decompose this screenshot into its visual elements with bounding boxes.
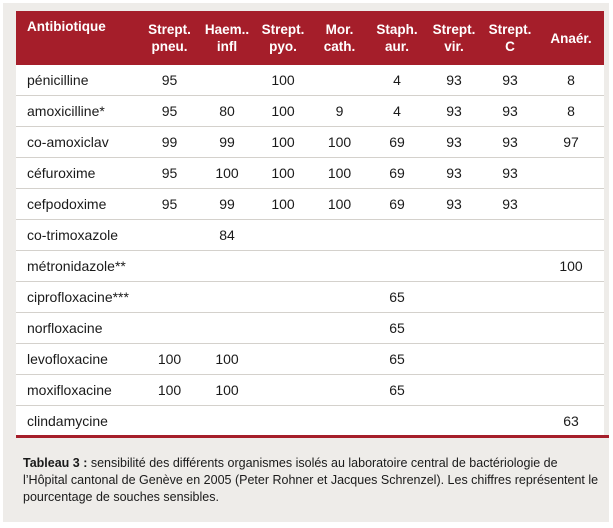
antibiotic-name: moxifloxacine	[16, 375, 140, 406]
susceptibility-value: 69	[368, 127, 426, 158]
susceptibility-value	[538, 158, 604, 189]
susceptibility-value	[255, 220, 311, 251]
susceptibility-value: 95	[140, 158, 199, 189]
susceptibility-value	[199, 251, 255, 282]
susceptibility-value	[482, 313, 538, 344]
susceptibility-value	[368, 220, 426, 251]
susceptibility-value: 93	[482, 127, 538, 158]
susceptibility-value: 65	[368, 344, 426, 375]
header-line1: Mor.	[325, 22, 354, 37]
susceptibility-value: 100	[140, 375, 199, 406]
caption-divider	[16, 435, 609, 438]
susceptibility-value	[255, 251, 311, 282]
susceptibility-value	[482, 344, 538, 375]
susceptibility-value: 100	[538, 251, 604, 282]
susceptibility-value: 69	[368, 189, 426, 220]
susceptibility-value	[311, 313, 368, 344]
susceptibility-value: 100	[255, 158, 311, 189]
susceptibility-value	[311, 65, 368, 96]
susceptibility-value: 100	[255, 127, 311, 158]
susceptibility-value: 9	[311, 96, 368, 127]
susceptibility-value: 100	[140, 344, 199, 375]
susceptibility-value	[311, 282, 368, 313]
susceptibility-value: 63	[538, 406, 604, 437]
header-organism	[311, 11, 368, 65]
susceptibility-value: 95	[140, 96, 199, 127]
susceptibility-value	[199, 313, 255, 344]
susceptibility-value	[482, 375, 538, 406]
antibiotic-name: céfuroxime	[16, 158, 140, 189]
susceptibility-value: 4	[368, 96, 426, 127]
susceptibility-value	[140, 313, 199, 344]
antibiotic-name: co-amoxiclav	[16, 127, 140, 158]
susceptibility-value: 65	[368, 282, 426, 313]
header-antibiotic	[16, 11, 140, 65]
susceptibility-value: 93	[426, 127, 482, 158]
susceptibility-value	[426, 344, 482, 375]
header-line1: Strept.	[432, 22, 476, 37]
antibiotic-name: levofloxacine	[16, 344, 140, 375]
header-organism	[368, 11, 426, 65]
susceptibility-value	[368, 251, 426, 282]
susceptibility-value	[482, 220, 538, 251]
table-row	[16, 127, 604, 158]
susceptibility-value: 93	[426, 65, 482, 96]
table-caption	[23, 455, 603, 506]
antibiotic-name: clindamycine	[16, 406, 140, 437]
susceptibility-value: 99	[199, 127, 255, 158]
susceptibility-value	[482, 251, 538, 282]
susceptibility-value	[311, 220, 368, 251]
header-line2: cath.	[323, 39, 356, 54]
susceptibility-value: 100	[255, 189, 311, 220]
table-row	[16, 189, 604, 220]
susceptibility-value	[482, 282, 538, 313]
susceptibility-value: 100	[255, 96, 311, 127]
susceptibility-value: 100	[255, 65, 311, 96]
susceptibility-value	[368, 406, 426, 437]
susceptibility-value	[482, 406, 538, 437]
susceptibility-value: 69	[368, 158, 426, 189]
susceptibility-value: 93	[482, 65, 538, 96]
table-row	[16, 96, 604, 127]
susceptibility-value	[255, 313, 311, 344]
table-frame	[3, 3, 609, 522]
header-line1: Strept.	[261, 22, 305, 37]
antibiotic-name: norfloxacine	[16, 313, 140, 344]
susceptibility-value	[426, 313, 482, 344]
table-row	[16, 282, 604, 313]
susceptibility-value	[538, 282, 604, 313]
antibiotic-name: ciprofloxacine***	[16, 282, 140, 313]
header-line2: pneu.	[151, 39, 188, 54]
susceptibility-value	[311, 251, 368, 282]
susceptibility-value	[426, 406, 482, 437]
susceptibility-value	[140, 406, 199, 437]
header-line2: pyo.	[269, 39, 297, 54]
header-row	[16, 11, 604, 65]
susceptibility-value: 80	[199, 96, 255, 127]
susceptibility-value	[140, 251, 199, 282]
header-line2: vir.	[444, 39, 464, 54]
caption-text: sensibilité des différents organismes isolés au laboratoire central de bactériologie de l’Hôpital cantonal de Genève en 2005 (Peter Rohner et Jacques Schrenzel). Les chiffres représentent le pourcentage de souches sensibles.	[23, 456, 599, 504]
table-row	[16, 251, 604, 282]
susceptibility-value: 93	[426, 158, 482, 189]
susceptibility-value	[426, 375, 482, 406]
susceptibility-value: 93	[426, 189, 482, 220]
susceptibility-value: 93	[426, 96, 482, 127]
susceptibility-table	[16, 11, 604, 436]
susceptibility-value: 65	[368, 375, 426, 406]
header-line1: Haem..	[204, 22, 250, 37]
susceptibility-value	[199, 406, 255, 437]
header-line1: Anaér.	[550, 30, 592, 46]
table-row	[16, 220, 604, 251]
susceptibility-value: 84	[199, 220, 255, 251]
antibiotic-name: pénicilline	[16, 65, 140, 96]
header-line1: Strept.	[148, 22, 191, 37]
susceptibility-value	[538, 189, 604, 220]
header-organism	[426, 11, 482, 65]
table-body	[16, 65, 604, 436]
susceptibility-value: 95	[140, 189, 199, 220]
susceptibility-value	[255, 375, 311, 406]
header-line2: C	[505, 39, 515, 54]
caption-label: Tableau 3 :	[23, 456, 88, 470]
susceptibility-value	[140, 220, 199, 251]
susceptibility-value: 95	[140, 65, 199, 96]
antibiotic-name: amoxicilline*	[16, 96, 140, 127]
susceptibility-value: 8	[538, 65, 604, 96]
header-organism	[140, 11, 199, 65]
header-line2: aur.	[384, 39, 409, 54]
susceptibility-value: 65	[368, 313, 426, 344]
table-row	[16, 158, 604, 189]
susceptibility-value	[199, 65, 255, 96]
susceptibility-value: 99	[140, 127, 199, 158]
susceptibility-value: 93	[482, 96, 538, 127]
susceptibility-value	[255, 406, 311, 437]
header-organism	[538, 11, 604, 65]
susceptibility-value	[426, 220, 482, 251]
susceptibility-value	[538, 375, 604, 406]
header-organism	[199, 11, 255, 65]
susceptibility-value: 93	[482, 189, 538, 220]
susceptibility-value: 93	[482, 158, 538, 189]
susceptibility-value: 97	[538, 127, 604, 158]
susceptibility-value	[255, 282, 311, 313]
susceptibility-value: 100	[199, 375, 255, 406]
header-line1: Antibiotique	[27, 19, 106, 34]
header-organism	[255, 11, 311, 65]
table-row	[16, 344, 604, 375]
susceptibility-value	[255, 344, 311, 375]
susceptibility-value	[311, 406, 368, 437]
susceptibility-value: 8	[538, 96, 604, 127]
susceptibility-value: 100	[311, 189, 368, 220]
table-row	[16, 313, 604, 344]
susceptibility-value: 100	[199, 158, 255, 189]
susceptibility-value: 99	[199, 189, 255, 220]
antibiotic-name: cefpodoxime	[16, 189, 140, 220]
susceptibility-value: 100	[311, 158, 368, 189]
susceptibility-value: 100	[311, 127, 368, 158]
susceptibility-value	[311, 375, 368, 406]
susceptibility-value	[538, 313, 604, 344]
susceptibility-value	[311, 344, 368, 375]
header-organism	[482, 11, 538, 65]
antibiotic-name: métronidazole**	[16, 251, 140, 282]
susceptibility-value	[538, 344, 604, 375]
table-row	[16, 406, 604, 437]
antibiotic-name: co-trimoxazole	[16, 220, 140, 251]
table-row	[16, 65, 604, 96]
susceptibility-value	[426, 251, 482, 282]
susceptibility-value: 100	[199, 344, 255, 375]
susceptibility-value	[538, 220, 604, 251]
susceptibility-value: 4	[368, 65, 426, 96]
table-row	[16, 375, 604, 406]
susceptibility-value	[426, 282, 482, 313]
susceptibility-value	[199, 282, 255, 313]
header-line1: Strept.	[488, 22, 532, 37]
header-line2: infl	[216, 39, 238, 54]
susceptibility-value	[140, 282, 199, 313]
header-line1: Staph.	[376, 22, 418, 37]
